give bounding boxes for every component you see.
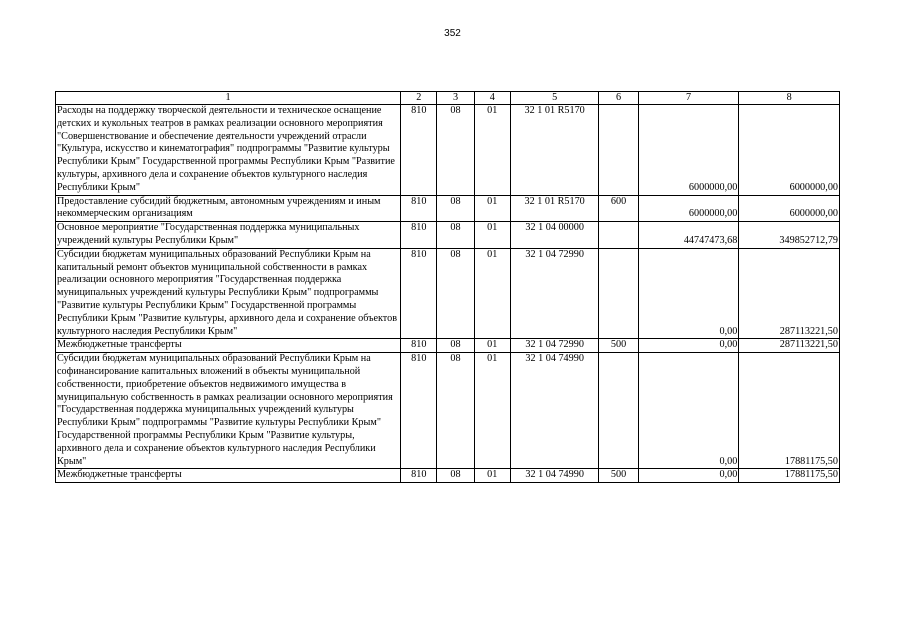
cell-amount-7: 6000000,00: [638, 105, 739, 196]
cell-ministry-code: 810: [401, 248, 437, 339]
cell-expense-type: [599, 222, 638, 249]
row-name: Расходы на поддержку творческой деятельности и техническое оснащение детских и кукольных театров в рамках реализации основного мероприятия "Совершенствование и обеспечение деятельности учреждений отрасли "Культура, искусство и кинематография" подпрограммы "Развитие культуры Республики Крым" Государственной программы Республики Крым "Развитие культуры, архивного дела и сохранение объектов культурного наследия Республики Крым": [56, 105, 401, 196]
column-header: 5: [510, 92, 599, 105]
cell-ministry-code: 810: [401, 353, 437, 469]
cell-amount-8: 6000000,00: [739, 195, 840, 222]
cell-amount-8: 349852712,79: [739, 222, 840, 249]
column-header: 3: [437, 92, 474, 105]
cell-amount-7: 0,00: [638, 353, 739, 469]
row-name: Предоставление субсидий бюджетным, автономным учреждениям и иным некоммерческим организациям: [56, 195, 401, 222]
budget-table: [55, 91, 840, 483]
table-row: [56, 469, 840, 483]
row-name: Субсидии бюджетам муниципальных образований Республики Крым на софинансирование капитальных вложений в объекты муниципальной собственности, приобретение объектов недвижимого имущества в муниципальную собственность в рамках реализации основного мероприятия "Государственная поддержка муниципальных учреждений культуры Республики Крым" подпрограммы "Развитие культуры Республики Крым" Государственной программы Республики Крым "Развитие культуры, архивного дела и сохранение объектов культурного наследия Республики Крым": [56, 353, 401, 469]
column-header: 2: [401, 92, 437, 105]
cell-subsection-code: 01: [474, 339, 510, 353]
table-row: [56, 248, 840, 339]
cell-target-item: 32 1 04 74990: [510, 469, 599, 483]
cell-section-code: 08: [437, 469, 474, 483]
cell-amount-7: 0,00: [638, 339, 739, 353]
column-header: 7: [638, 92, 739, 105]
cell-amount-7: 0,00: [638, 469, 739, 483]
row-name: Межбюджетные трансферты: [56, 339, 401, 353]
row-name: Субсидии бюджетам муниципальных образований Республики Крым на капитальный ремонт объектов муниципальной собственности в рамках реализации основного мероприятия "Государственная поддержка муниципальных учреждений культуры Республики Крым" подпрограммы "Развитие культуры Республики Крым" Государственной программы Республики Крым "Развитие культуры, архивного дела и сохранение объектов культурного наследия Республики Крым": [56, 248, 401, 339]
cell-amount-8: 6000000,00: [739, 105, 840, 196]
row-name: Межбюджетные трансферты: [56, 469, 401, 483]
cell-section-code: 08: [437, 339, 474, 353]
cell-ministry-code: 810: [401, 195, 437, 222]
cell-subsection-code: 01: [474, 105, 510, 196]
cell-target-item: 32 1 04 72990: [510, 339, 599, 353]
table-row: [56, 195, 840, 222]
cell-amount-7: 0,00: [638, 248, 739, 339]
cell-target-item: 32 1 01 R5170: [510, 195, 599, 222]
cell-target-item: 32 1 04 72990: [510, 248, 599, 339]
cell-subsection-code: 01: [474, 195, 510, 222]
cell-amount-7: 6000000,00: [638, 195, 739, 222]
cell-amount-8: 17881175,50: [739, 353, 840, 469]
cell-section-code: 08: [437, 353, 474, 469]
table-row: [56, 339, 840, 353]
table-row: [56, 105, 840, 196]
cell-expense-type: [599, 105, 638, 196]
cell-subsection-code: 01: [474, 248, 510, 339]
cell-expense-type: 500: [599, 469, 638, 483]
cell-expense-type: 500: [599, 339, 638, 353]
row-name: Основное мероприятие "Государственная поддержка муниципальных учреждений культуры Республики Крым": [56, 222, 401, 249]
cell-section-code: 08: [437, 105, 474, 196]
cell-ministry-code: 810: [401, 339, 437, 353]
page-number: 352: [444, 28, 461, 39]
cell-section-code: 08: [437, 195, 474, 222]
table-header-row: [56, 92, 840, 105]
table-row: [56, 222, 840, 249]
cell-amount-8: 17881175,50: [739, 469, 840, 483]
column-header: 6: [599, 92, 638, 105]
cell-expense-type: [599, 248, 638, 339]
cell-section-code: 08: [437, 222, 474, 249]
cell-expense-type: 600: [599, 195, 638, 222]
table-row: [56, 353, 840, 469]
cell-subsection-code: 01: [474, 469, 510, 483]
cell-target-item: 32 1 04 00000: [510, 222, 599, 249]
cell-ministry-code: 810: [401, 105, 437, 196]
cell-subsection-code: 01: [474, 222, 510, 249]
column-header: 1: [56, 92, 401, 105]
cell-target-item: 32 1 01 R5170: [510, 105, 599, 196]
cell-ministry-code: 810: [401, 469, 437, 483]
cell-amount-8: 287113221,50: [739, 339, 840, 353]
cell-expense-type: [599, 353, 638, 469]
cell-amount-8: 287113221,50: [739, 248, 840, 339]
cell-subsection-code: 01: [474, 353, 510, 469]
cell-section-code: 08: [437, 248, 474, 339]
cell-amount-7: 44747473,68: [638, 222, 739, 249]
column-header: 4: [474, 92, 510, 105]
cell-ministry-code: 810: [401, 222, 437, 249]
column-header: 8: [739, 92, 840, 105]
cell-target-item: 32 1 04 74990: [510, 353, 599, 469]
